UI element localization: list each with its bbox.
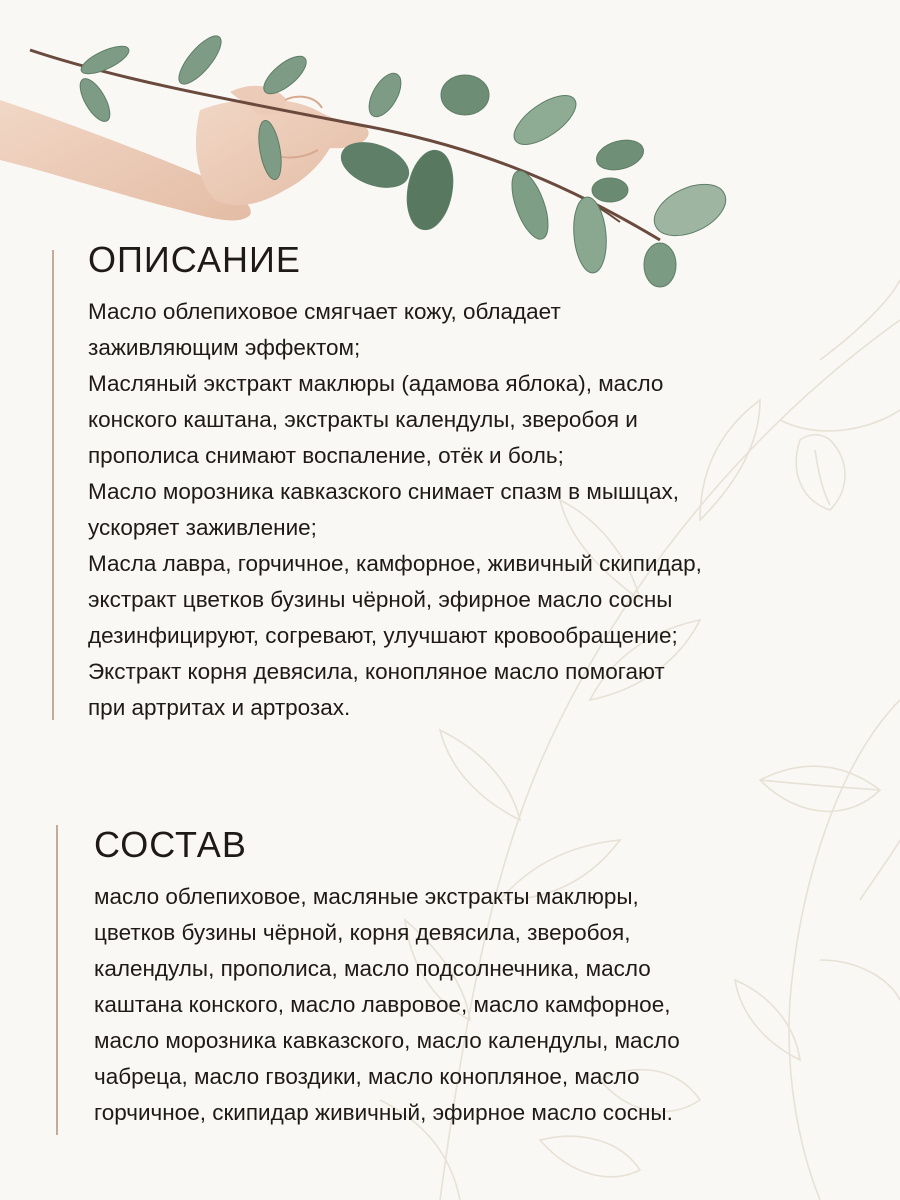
composition-line: календулы, прополиса, масло подсолнечника, масло [94,956,651,981]
description-section [88,240,878,726]
description-title: ОПИСАНИЕ [88,239,301,280]
composition-line: масло морозника кавказского, масло календулы, масло [94,1028,680,1053]
description-line: заживляющим эффектом; [88,335,361,360]
composition-line: цветков бузины чёрной, корня девясила, зверобоя, [94,920,631,945]
description-line: дезинфицируют, согревают, улучшают кровообращение; [88,623,678,648]
composition-line: масло облепиховое, масляные экстракты маклюры, [94,884,639,909]
description-line: Масло морозника кавказского снимает спазм в мышцах, [88,479,679,504]
description-line: конского каштана, экстракты календулы, зверобоя и [88,407,638,432]
composition-title: СОСТАВ [94,824,247,865]
description-line: Масляный экстракт маклюры (адамова яблока), масло [88,371,664,396]
description-line: Масла лавра, горчичное, камфорное, живичный скипидар, [88,551,702,576]
description-line: Экстракт корня девясила, конопляное масло помогают [88,659,665,684]
composition-line: каштана конского, масло лавровое, масло камфорное, [94,992,671,1017]
description-line: прополиса снимают воспаление, отёк и боль; [88,443,564,468]
composition-accent-line [56,825,58,1135]
description-line: Масло облепиховое смягчает кожу, обладает [88,299,561,324]
description-line: экстракт цветков бузины чёрной, эфирное масло сосны [88,587,673,612]
composition-line: горчичное, скипидар живичный, эфирное масло сосны. [94,1100,673,1125]
description-text [88,294,878,726]
composition-line: чабреца, масло гвоздики, масло конопляное, масло [94,1064,640,1089]
description-accent-line [52,250,54,720]
composition-section [94,825,884,1131]
description-line: при артритах и артрозах. [88,695,351,720]
description-line: ускоряет заживление; [88,515,317,540]
composition-text [94,879,884,1131]
